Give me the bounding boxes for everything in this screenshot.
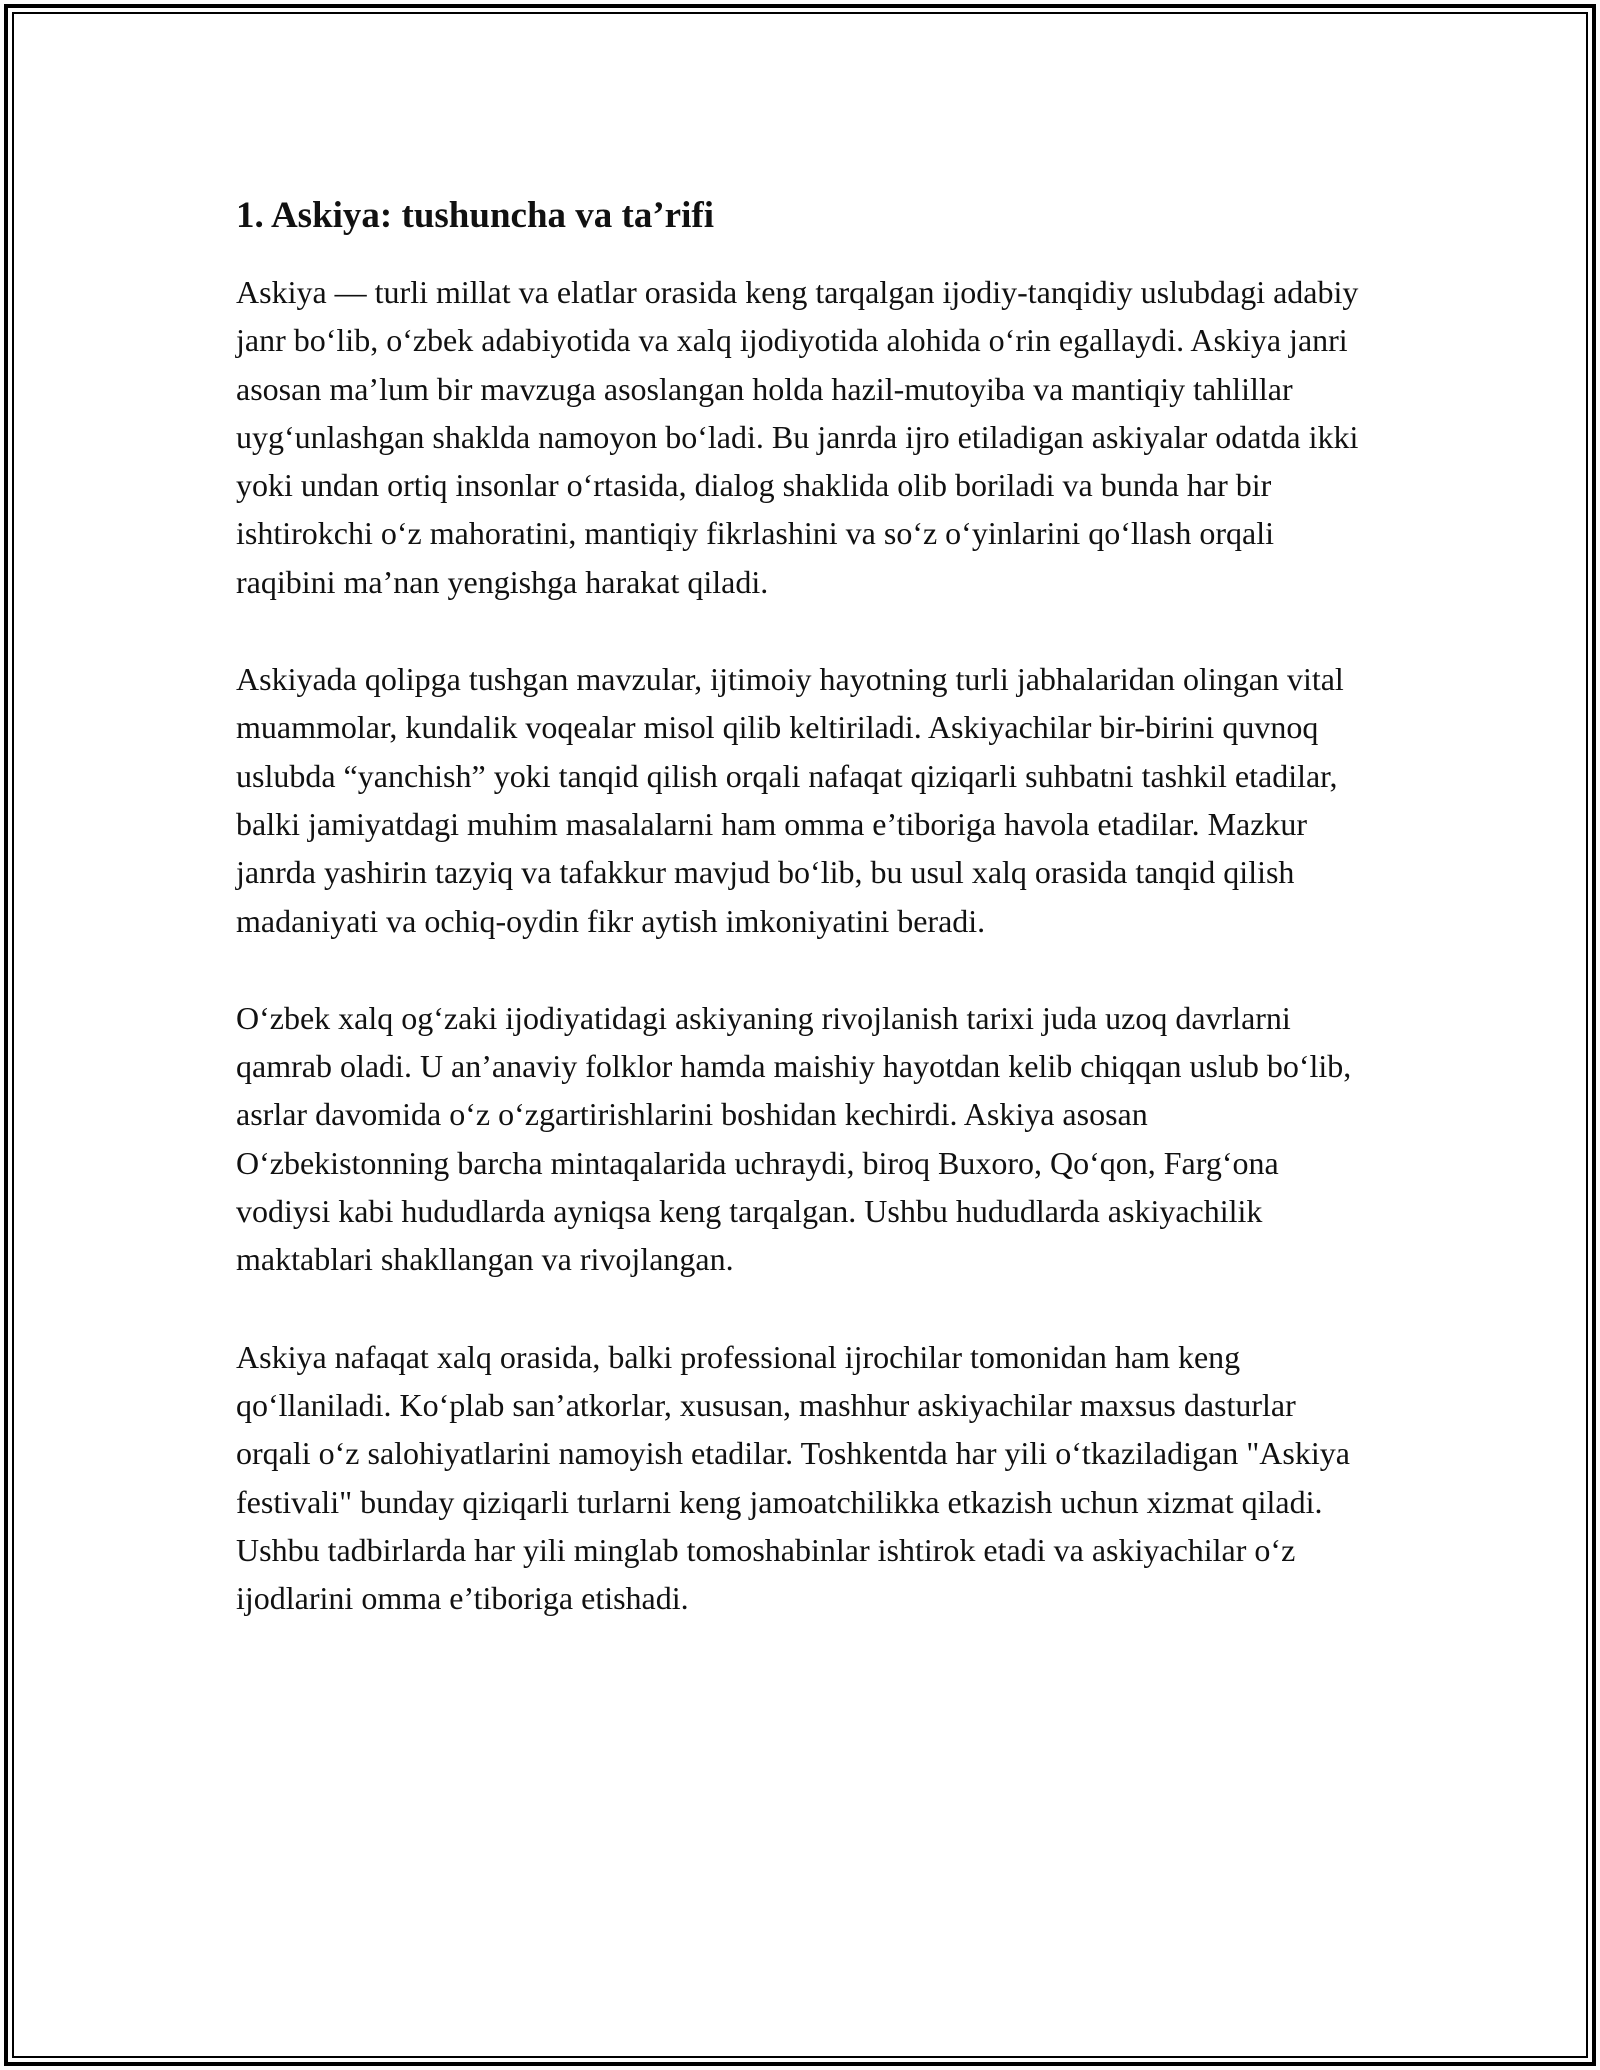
paragraph-2: Askiyada qolipga tushgan mavzular, ijtimoiy hayotning turli jabhalaridan olingan vital muammolar, kundalik voqealar misol qilib keltiriladi. Askiyachilar bir-birini quvnoq uslubda “yanchish” yoki tanqid qilish orqali nafaqat qiziqarli suhbatni tashkil etadilar, balki jamiyatdagi muhim masalalarni ham omma e’tiboriga havola etadilar. Mazkur janrda yashirin tazyiq va tafakkur mavjud bo‘lib, bu usul xalq orasida tanqid qilish madaniyati va ochiq-oydin fikr aytish imkoniyatini beradi. bbox=[236, 661, 1344, 939]
document-content bbox=[236, 186, 1366, 1622]
paragraph-1: Askiya — turli millat va elatlar orasida keng tarqalgan ijodiy-tanqidiy uslubdagi adabiy janr bo‘lib, o‘zbek adabiyotida va xalq ijodiyotida alohida o‘rin egallaydi. Askiya janri asosan ma’lum bir mavzuga asoslangan holda hazil-mutoyiba va mantiqiy tahlillar uyg‘unlashgan shaklda namoyon bo‘ladi. Bu janrda ijro etiladigan askiyalar odatda ikki yoki undan ortiq insonlar o‘rtasida, dialog shaklida olib boriladi va bunda har bir ishtirokchi o‘z mahoratini, mantiqiy fikrlashini va so‘z o‘yinlarini qo‘llash orqali raqibini ma’nan yengishga harakat qiladi. bbox=[236, 274, 1359, 600]
paragraph-3: O‘zbek xalq og‘zaki ijodiyatidagi askiyaning rivojlanish tarixi juda uzoq davrlarni qamrab oladi. U an’anaviy folklor hamda maishiy hayotdan kelib chiqqan uslub bo‘lib, asrlar davomida o‘z o‘zgartirishlarini boshidan kechirdi. Askiya asosan O‘zbekistonning barcha mintaqalarida uchraydi, biroq Buxoro, Qo‘qon, Farg‘ona vodiysi kabi hududlarda ayniqsa keng tarqalgan. Ushbu hududlarda askiyachilik maktablari shakllangan va rivojlangan. bbox=[236, 999, 1352, 1278]
paragraph-4: Askiya nafaqat xalq orasida, balki professional ijrochilar tomonidan ham keng qo‘llaniladi. Ko‘plab san’atkorlar, xususan, mashhur askiyachilar maxsus dasturlar orqali o‘z salohiyatlarini namoyish etadilar. Toshkentda har yili o‘tkaziladigan "Askiya festivali" bunday qiziqarli turlarni keng jamoatchilikka etkazish uchun xizmat qiladi. Ushbu tadbirlarda har yili minglab tomoshabinlar ishtirok etadi va askiyachilar o‘z ijodlarini omma e’tiboriga etishadi. bbox=[236, 1338, 1350, 1617]
section-heading: 1. Askiya: tushuncha va ta’rifi bbox=[236, 195, 714, 236]
